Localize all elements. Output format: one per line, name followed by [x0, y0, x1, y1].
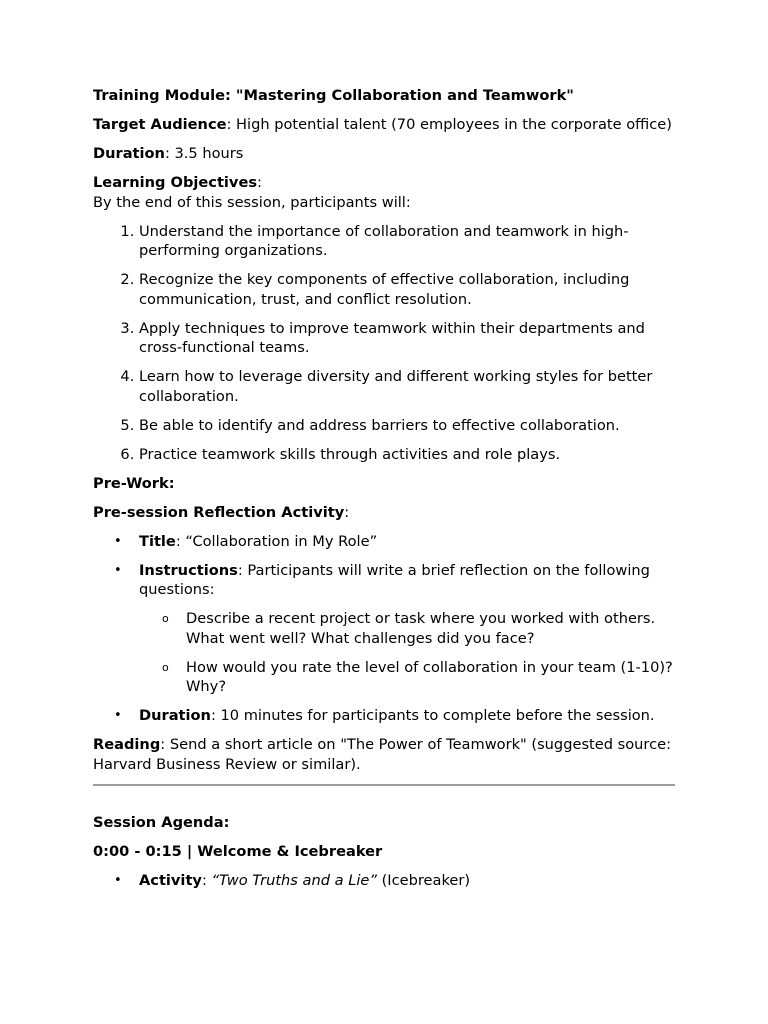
questions-list	[139, 609, 678, 697]
bullet-icon: •	[114, 562, 122, 578]
objective-item: 4. Learn how to leverage diversity and different working styles for better collaboration.	[139, 367, 678, 406]
sub-bullet-icon: o	[162, 612, 169, 625]
document-body	[93, 86, 678, 900]
list-item: • Activity: “Two Truths and a Lie” (Icebreaker)	[114, 871, 471, 889]
question-item: o How would you rate the level of collaboration in your team (1-10)? Why?	[162, 658, 673, 695]
duration	[93, 144, 678, 164]
prework-heading: Pre-Work:	[93, 474, 175, 492]
list-item: • Duration: 10 minutes for participants to complete before the session.	[114, 707, 655, 724]
module-title: Training Module: "Mastering Collaboration and Teamwork"	[93, 87, 574, 104]
target-audience-value: : High potential talent (70 employees in the corporate office)	[226, 116, 672, 133]
objective-item: 3. Apply techniques to improve teamwork within their departments and cross-functional teams.	[139, 319, 678, 358]
target-audience	[93, 115, 678, 135]
agenda-block-title: 0:00 - 0:15 | Welcome & Icebreaker	[93, 842, 383, 860]
objectives-list	[93, 222, 678, 465]
learning-objectives-intro: By the end of this session, participants will:	[93, 193, 411, 211]
bullet-icon: •	[114, 872, 122, 888]
target-audience-label: Target Audience	[93, 116, 227, 133]
sub-bullet-icon: o	[162, 660, 169, 674]
duration-value: : 3.5 hours	[164, 145, 244, 162]
list-item: • Instructions: Participants will write a brief reflection on the following questions: o Describe a recent project or task where you worked with others. What went well? What challenges did you face? o How would you rate the level of collaboration in your team (1-10)? Why?	[139, 561, 678, 697]
list-item: • Title: “Collaboration in My Role”	[114, 532, 378, 550]
objective-item: 2. Recognize the key components of effective collaboration, including communication, trust, and conflict resolution.	[139, 270, 678, 309]
reflection-activity-heading: Pre-session Reflection Activity:	[93, 503, 350, 521]
learning-objectives-heading: Learning Objectives:	[93, 174, 262, 191]
duration-label: Duration	[93, 145, 165, 162]
question-item: o Describe a recent project or task where you worked with others. What went well? What challenges did you face?	[162, 610, 656, 647]
bullet-icon: •	[114, 708, 122, 723]
agenda-list	[93, 871, 678, 891]
objective-item: 1. Understand the importance of collaboration and teamwork in high-performing organizations.	[139, 222, 678, 261]
agenda-heading: Session Agenda:	[93, 813, 230, 831]
reading-line: Reading: Send a short article on "The Power of Teamwork" (suggested source: Harvard Business Review or similar).	[93, 736, 672, 773]
section-divider	[93, 784, 675, 786]
objective-item: 6. Practice teamwork skills through activities and role plays.	[139, 445, 678, 465]
bullet-icon: •	[114, 533, 122, 549]
objective-item: 5. Be able to identify and address barriers to effective collaboration.	[139, 416, 678, 436]
reflection-list	[93, 532, 678, 726]
